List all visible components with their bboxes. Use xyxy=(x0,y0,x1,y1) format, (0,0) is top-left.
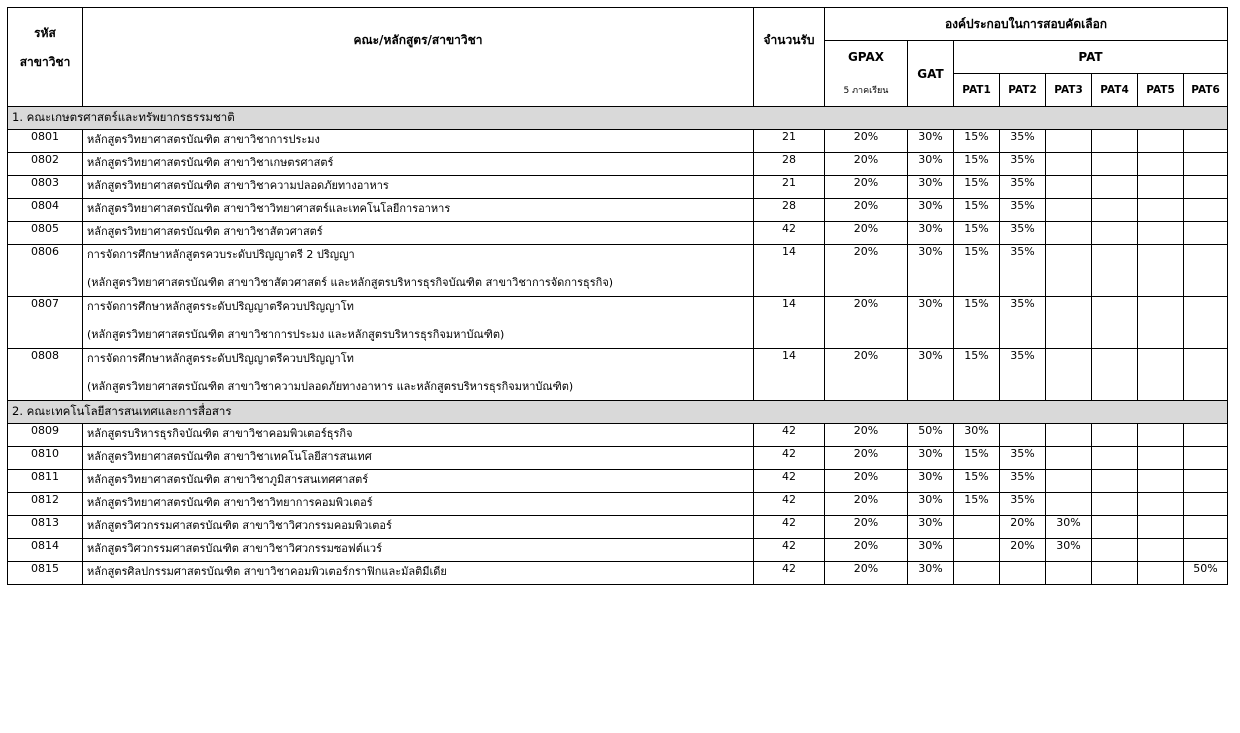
gpax-value: 20% xyxy=(825,539,908,562)
gat-value: 30% xyxy=(908,447,954,470)
pat4-value xyxy=(1092,199,1138,222)
pat6-value xyxy=(1184,130,1228,153)
program-code: 0811 xyxy=(8,470,83,493)
table-body xyxy=(8,107,1228,585)
gpax-value: 20% xyxy=(825,245,908,297)
seats-value: 28 xyxy=(754,199,825,222)
faculty-row xyxy=(8,401,1228,424)
program-name-line: หลักสูตรวิศวกรรมศาสตรบัณฑิต สาขาวิชาวิศวกรรมคอมพิวเตอร์ xyxy=(87,519,392,532)
pat5-value xyxy=(1138,447,1184,470)
pat1-value: 15% xyxy=(954,349,1000,401)
pat6-value xyxy=(1184,516,1228,539)
header-gat: GAT xyxy=(908,41,954,107)
pat5-value xyxy=(1138,516,1184,539)
pat5-value xyxy=(1138,222,1184,245)
pat1-value: 15% xyxy=(954,153,1000,176)
gat-value: 30% xyxy=(908,153,954,176)
pat2-value: 35% xyxy=(1000,222,1046,245)
pat4-value xyxy=(1092,245,1138,297)
pat2-value: 35% xyxy=(1000,470,1046,493)
table-row xyxy=(8,297,1228,349)
program-name-line: หลักสูตรวิทยาศาสตรบัณฑิต สาขาวิชาสัตวศาสตร์ xyxy=(87,225,323,238)
pat2-value: 35% xyxy=(1000,349,1046,401)
gat-value: 30% xyxy=(908,130,954,153)
program-name-line: หลักสูตรวิทยาศาสตรบัณฑิต สาขาวิชาวิทยาการคอมพิวเตอร์ xyxy=(87,496,373,509)
program-code: 0805 xyxy=(8,222,83,245)
program-name xyxy=(83,199,754,222)
gat-value: 30% xyxy=(908,176,954,199)
program-name-line: หลักสูตรบริหารธุรกิจบัณฑิต สาขาวิชาคอมพิวเตอร์ธุรกิจ xyxy=(87,427,353,440)
program-code: 0810 xyxy=(8,447,83,470)
program-name xyxy=(83,245,754,297)
program-code: 0804 xyxy=(8,199,83,222)
gat-value: 50% xyxy=(908,424,954,447)
program-name-line: หลักสูตรวิทยาศาสตรบัณฑิต สาขาวิชาการประมง xyxy=(87,133,320,146)
program-name-line: การจัดการศึกษาหลักสูตรควบระดับปริญญาตรี 2 ปริญญา xyxy=(87,248,355,261)
gpax-value: 20% xyxy=(825,470,908,493)
pat5-value xyxy=(1138,539,1184,562)
pat4-value xyxy=(1092,447,1138,470)
pat3-value: 30% xyxy=(1046,539,1092,562)
gpax-value: 20% xyxy=(825,130,908,153)
pat4-value xyxy=(1092,176,1138,199)
pat4-value xyxy=(1092,130,1138,153)
header-seats: จำนวนรับ xyxy=(754,8,825,107)
pat3-value xyxy=(1046,297,1092,349)
table-row xyxy=(8,539,1228,562)
pat4-value xyxy=(1092,562,1138,585)
pat6-value xyxy=(1184,297,1228,349)
program-name xyxy=(83,153,754,176)
pat5-value xyxy=(1138,349,1184,401)
pat6-value xyxy=(1184,176,1228,199)
pat6-value xyxy=(1184,153,1228,176)
gat-value: 30% xyxy=(908,539,954,562)
table-row xyxy=(8,153,1228,176)
program-detail-line: (หลักสูตรวิทยาศาสตรบัณฑิต สาขาวิชาความปลอดภัยทางอาหาร และหลักสูตรบริหารธุรกิจมหาบัณฑิต) xyxy=(87,380,574,393)
program-name xyxy=(83,297,754,349)
pat3-value xyxy=(1046,470,1092,493)
gpax-value: 20% xyxy=(825,493,908,516)
table-row xyxy=(8,222,1228,245)
gpax-value: 20% xyxy=(825,176,908,199)
program-code: 0812 xyxy=(8,493,83,516)
table-row xyxy=(8,245,1228,297)
pat5-value xyxy=(1138,199,1184,222)
pat3-value xyxy=(1046,199,1092,222)
pat6-value: 50% xyxy=(1184,562,1228,585)
program-name xyxy=(83,493,754,516)
pat2-value: 35% xyxy=(1000,297,1046,349)
table-row xyxy=(8,424,1228,447)
pat6-value xyxy=(1184,470,1228,493)
header-code-line2: สาขาวิชา xyxy=(19,55,71,69)
seats-value: 28 xyxy=(754,153,825,176)
seats-value: 42 xyxy=(754,562,825,585)
program-code: 0801 xyxy=(8,130,83,153)
table-row xyxy=(8,470,1228,493)
pat2-value: 35% xyxy=(1000,199,1046,222)
pat3-value: 30% xyxy=(1046,516,1092,539)
faculty-row xyxy=(8,107,1228,130)
pat3-value xyxy=(1046,349,1092,401)
header-gpax-sub: 5 ภาคเรียน xyxy=(825,74,908,107)
gpax-value: 20% xyxy=(825,447,908,470)
program-code: 0808 xyxy=(8,349,83,401)
faculty-title: 1. คณะเกษตรศาสตร์และทรัพยากรธรรมชาติ xyxy=(8,107,1228,130)
program-code: 0815 xyxy=(8,562,83,585)
table-row xyxy=(8,516,1228,539)
seats-value: 42 xyxy=(754,470,825,493)
program-code: 0813 xyxy=(8,516,83,539)
pat3-value xyxy=(1046,562,1092,585)
pat6-value xyxy=(1184,222,1228,245)
pat1-value: 15% xyxy=(954,447,1000,470)
pat2-value: 35% xyxy=(1000,176,1046,199)
pat1-value xyxy=(954,562,1000,585)
seats-value: 42 xyxy=(754,222,825,245)
pat2-value: 35% xyxy=(1000,447,1046,470)
header-pat5: PAT5 xyxy=(1138,74,1184,107)
gpax-value: 20% xyxy=(825,222,908,245)
gat-value: 30% xyxy=(908,493,954,516)
pat3-value xyxy=(1046,222,1092,245)
pat6-value xyxy=(1184,539,1228,562)
seats-value: 42 xyxy=(754,493,825,516)
pat1-value xyxy=(954,516,1000,539)
pat4-value xyxy=(1092,539,1138,562)
pat1-value: 30% xyxy=(954,424,1000,447)
header-gpax: GPAX xyxy=(825,41,908,74)
header-code-line1: รหัส xyxy=(34,26,56,40)
seats-value: 14 xyxy=(754,349,825,401)
pat3-value xyxy=(1046,245,1092,297)
pat1-value: 15% xyxy=(954,297,1000,349)
header-pat4: PAT4 xyxy=(1092,74,1138,107)
program-name-line: การจัดการศึกษาหลักสูตรระดับปริญญาตรีควบปริญญาโท xyxy=(87,300,354,313)
header-code xyxy=(8,8,83,107)
table-row xyxy=(8,447,1228,470)
gpax-value: 20% xyxy=(825,516,908,539)
program-name xyxy=(83,176,754,199)
pat3-value xyxy=(1046,176,1092,199)
gat-value: 30% xyxy=(908,297,954,349)
program-code: 0809 xyxy=(8,424,83,447)
program-code: 0814 xyxy=(8,539,83,562)
pat2-value xyxy=(1000,562,1046,585)
pat4-value xyxy=(1092,493,1138,516)
seats-value: 14 xyxy=(754,297,825,349)
pat4-value xyxy=(1092,470,1138,493)
pat1-value: 15% xyxy=(954,470,1000,493)
header-components: องค์ประกอบในการสอบคัดเลือก xyxy=(825,8,1228,41)
pat2-value: 35% xyxy=(1000,493,1046,516)
gat-value: 30% xyxy=(908,245,954,297)
program-detail-line: (หลักสูตรวิทยาศาสตรบัณฑิต สาขาวิชาสัตวศาสตร์ และหลักสูตรบริหารธุรกิจบัณฑิต สาขาวิชาการจัดการธุรกิจ) xyxy=(87,276,614,289)
program-name-line: หลักสูตรวิทยาศาสตรบัณฑิต สาขาวิชาความปลอดภัยทางอาหาร xyxy=(87,179,389,192)
gat-value: 30% xyxy=(908,199,954,222)
pat5-value xyxy=(1138,493,1184,516)
program-name-line: หลักสูตรวิทยาศาสตรบัณฑิต สาขาวิชาเกษตรศาสตร์ xyxy=(87,156,334,169)
pat6-value xyxy=(1184,493,1228,516)
pat5-value xyxy=(1138,176,1184,199)
pat5-value xyxy=(1138,470,1184,493)
pat3-value xyxy=(1046,424,1092,447)
seats-value: 42 xyxy=(754,516,825,539)
pat4-value xyxy=(1092,349,1138,401)
pat2-value: 20% xyxy=(1000,539,1046,562)
seats-value: 14 xyxy=(754,245,825,297)
program-name-line: หลักสูตรศิลปกรรมศาสตรบัณฑิต สาขาวิชาคอมพิวเตอร์กราฟิกและมัลติมีเดีย xyxy=(87,565,447,578)
gat-value: 30% xyxy=(908,222,954,245)
pat2-value: 35% xyxy=(1000,153,1046,176)
gat-value: 30% xyxy=(908,470,954,493)
pat6-value xyxy=(1184,245,1228,297)
header-pat3: PAT3 xyxy=(1046,74,1092,107)
program-name xyxy=(83,447,754,470)
pat2-value: 20% xyxy=(1000,516,1046,539)
pat1-value xyxy=(954,539,1000,562)
pat1-value: 15% xyxy=(954,199,1000,222)
program-name-line: การจัดการศึกษาหลักสูตรระดับปริญญาตรีควบปริญญาโท xyxy=(87,352,354,365)
program-detail-line: (หลักสูตรวิทยาศาสตรบัณฑิต สาขาวิชาการประมง และหลักสูตรบริหารธุรกิจมหาบัณฑิต) xyxy=(87,328,505,341)
gpax-value: 20% xyxy=(825,153,908,176)
table-row xyxy=(8,562,1228,585)
table-row xyxy=(8,349,1228,401)
header-pat2: PAT2 xyxy=(1000,74,1046,107)
pat1-value: 15% xyxy=(954,130,1000,153)
pat1-value: 15% xyxy=(954,176,1000,199)
pat2-value: 35% xyxy=(1000,245,1046,297)
pat6-value xyxy=(1184,447,1228,470)
pat3-value xyxy=(1046,153,1092,176)
seats-value: 42 xyxy=(754,539,825,562)
pat5-value xyxy=(1138,562,1184,585)
program-code: 0806 xyxy=(8,245,83,297)
table-row xyxy=(8,493,1228,516)
program-name-line: หลักสูตรวิทยาศาสตรบัณฑิต สาขาวิชาวิทยาศาสตร์และเทคโนโลยีการอาหาร xyxy=(87,202,451,215)
pat2-value xyxy=(1000,424,1046,447)
faculty-title: 2. คณะเทคโนโลยีสารสนเทศและการสื่อสาร xyxy=(8,401,1228,424)
pat4-value xyxy=(1092,222,1138,245)
gpax-value: 20% xyxy=(825,297,908,349)
gat-value: 30% xyxy=(908,349,954,401)
pat1-value: 15% xyxy=(954,245,1000,297)
program-code: 0803 xyxy=(8,176,83,199)
pat6-value xyxy=(1184,349,1228,401)
table-row xyxy=(8,130,1228,153)
program-code: 0802 xyxy=(8,153,83,176)
gpax-value: 20% xyxy=(825,424,908,447)
gat-value: 30% xyxy=(908,516,954,539)
program-name xyxy=(83,424,754,447)
program-name xyxy=(83,222,754,245)
pat4-value xyxy=(1092,424,1138,447)
pat4-value xyxy=(1092,297,1138,349)
header-pat6: PAT6 xyxy=(1184,74,1228,107)
pat3-value xyxy=(1046,493,1092,516)
pat5-value xyxy=(1138,245,1184,297)
seats-value: 21 xyxy=(754,130,825,153)
pat6-value xyxy=(1184,199,1228,222)
program-name xyxy=(83,130,754,153)
program-name xyxy=(83,562,754,585)
program-name xyxy=(83,470,754,493)
seats-value: 42 xyxy=(754,424,825,447)
program-code: 0807 xyxy=(8,297,83,349)
header-pat: PAT xyxy=(954,41,1228,74)
pat5-value xyxy=(1138,297,1184,349)
pat4-value xyxy=(1092,153,1138,176)
seats-value: 42 xyxy=(754,447,825,470)
pat4-value xyxy=(1092,516,1138,539)
gpax-value: 20% xyxy=(825,349,908,401)
pat3-value xyxy=(1046,447,1092,470)
pat1-value: 15% xyxy=(954,222,1000,245)
program-name xyxy=(83,539,754,562)
pat6-value xyxy=(1184,424,1228,447)
header-program: คณะ/หลักสูตร/สาขาวิชา xyxy=(83,8,754,107)
pat3-value xyxy=(1046,130,1092,153)
gpax-value: 20% xyxy=(825,199,908,222)
program-name xyxy=(83,349,754,401)
header-pat1: PAT1 xyxy=(954,74,1000,107)
program-name-line: หลักสูตรวิทยาศาสตรบัณฑิต สาขาวิชาภูมิสารสนเทศศาสตร์ xyxy=(87,473,369,486)
program-name-line: หลักสูตรวิศวกรรมศาสตรบัณฑิต สาขาวิชาวิศวกรรมซอฟต์แวร์ xyxy=(87,542,383,555)
seats-value: 21 xyxy=(754,176,825,199)
pat2-value: 35% xyxy=(1000,130,1046,153)
pat5-value xyxy=(1138,153,1184,176)
program-name xyxy=(83,516,754,539)
gat-value: 30% xyxy=(908,562,954,585)
program-name-line: หลักสูตรวิทยาศาสตรบัณฑิต สาขาวิชาเทคโนโลยีสารสนเทศ xyxy=(87,450,372,463)
gpax-value: 20% xyxy=(825,562,908,585)
table-row xyxy=(8,199,1228,222)
table-row xyxy=(8,176,1228,199)
admission-table xyxy=(7,7,1228,585)
pat5-value xyxy=(1138,130,1184,153)
pat5-value xyxy=(1138,424,1184,447)
pat1-value: 15% xyxy=(954,493,1000,516)
